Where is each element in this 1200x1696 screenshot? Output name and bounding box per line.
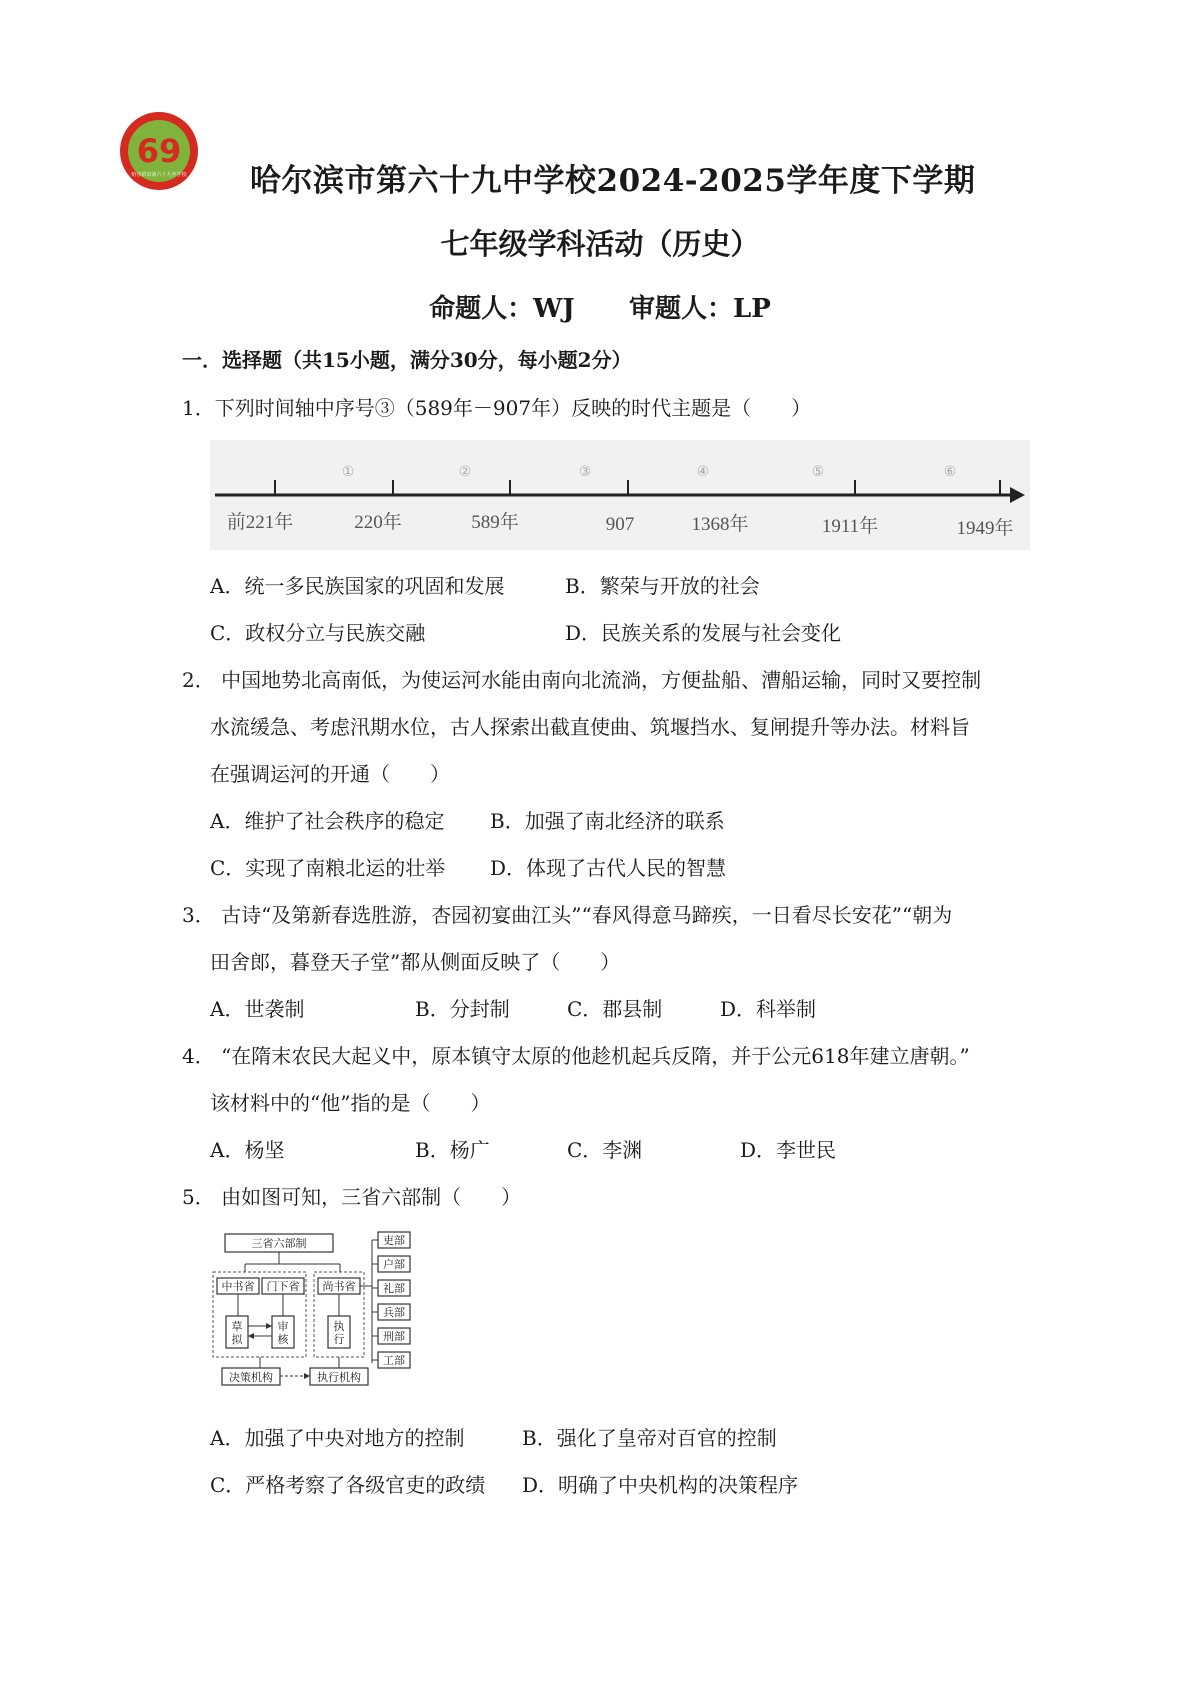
question-5-stem: 5． 由如图可知，三省六部制（ ）	[182, 1185, 522, 1209]
q3-option-a: A．世袭制	[210, 997, 305, 1021]
execute-label: 执行	[333, 1320, 345, 1346]
year-label: 前221年	[226, 512, 294, 533]
executive-label: 执行机构	[317, 1371, 361, 1384]
year-label: 220年	[354, 512, 402, 533]
review-label: 审核	[277, 1320, 289, 1346]
diagram-top-label: 三省六部制	[251, 1237, 307, 1250]
question-2-stem-line1: 2． 中国地势北高南低，为使运河水能由南向北流淌，方便盐船、漕船运输，同时又要控制	[182, 668, 982, 692]
year-label: 1911年	[821, 516, 879, 537]
period-label: ④	[696, 464, 710, 480]
year-label: 589年	[471, 512, 519, 533]
question-2-stem-line3: 在强调运河的开通（ ）	[210, 762, 450, 786]
ministry-label: 工部	[383, 1354, 405, 1367]
period-label: ①	[341, 464, 355, 480]
ministry-label: 户部	[383, 1258, 405, 1271]
question-2-stem-line2: 水流缓急、考虑汛期水位，古人探索出截直使曲、筑堰挡水、复闸提升等办法。材料旨	[210, 715, 970, 739]
q2-option-a: A．维护了社会秩序的稳定	[210, 809, 445, 833]
ministry-label: 吏部	[383, 1234, 405, 1247]
q4-option-d: D．李世民	[740, 1138, 837, 1162]
timeline-figure	[210, 440, 1030, 550]
shangshu-label: 尚书省	[322, 1280, 356, 1293]
reviewer-label: 审题人：LP	[628, 294, 771, 324]
q4-option-b: B．杨广	[415, 1138, 490, 1162]
question-4-stem-line1: 4． “在隋末农民大起义中，原本镇守太原的他趁机起兵反隋，并于公元618年建立唐朝。”	[182, 1044, 970, 1068]
q1-option-b: B．繁荣与开放的社会	[565, 574, 760, 598]
year-label: 1368年	[691, 514, 749, 535]
q5-option-a: A．加强了中央对地方的控制	[210, 1426, 465, 1450]
q5-option-b: B．强化了皇帝对百官的控制	[522, 1426, 777, 1450]
decision-label: 决策机构	[229, 1371, 273, 1384]
subject-title: 七年级学科活动（历史）	[440, 227, 760, 261]
period-label: ⑥	[943, 464, 957, 480]
question-3-stem-line2: 田舍郎，暮登天子堂”都从侧面反映了（ ）	[210, 950, 621, 974]
period-label: ②	[458, 464, 472, 480]
school-title: 哈尔滨市第六十九中学校2024-2025学年度下学期	[250, 163, 976, 199]
logo-caption: 哈尔滨市第六十九中学校	[131, 172, 187, 178]
ministry-label: 礼部	[383, 1282, 405, 1295]
year-label: 1949年	[956, 518, 1014, 539]
q2-option-d: D．体现了古代人民的智慧	[490, 856, 727, 880]
q5-option-c: C．严格考察了各级官吏的政绩	[210, 1473, 486, 1497]
period-label: ⑤	[811, 464, 825, 480]
q3-option-d: D．科举制	[720, 997, 817, 1021]
period-label: ③	[578, 464, 592, 480]
author-line	[0, 288, 1200, 325]
q3-option-b: B．分封制	[415, 997, 510, 1021]
q4-option-a: A．杨坚	[210, 1138, 285, 1162]
zhongshu-label: 中书省	[221, 1280, 255, 1293]
q2-option-c: C．实现了南粮北运的壮举	[210, 856, 446, 880]
menxia-label: 门下省	[266, 1280, 300, 1293]
question-4-stem-line2: 该材料中的“他”指的是（ ）	[210, 1091, 491, 1115]
section-heading: 一．选择题（共15小题，满分30分，每小题2分）	[182, 348, 632, 372]
ministry-label: 兵部	[383, 1306, 405, 1319]
logo-text: 69	[136, 132, 182, 170]
q1-option-c: C．政权分立与民族交融	[210, 621, 426, 645]
q2-option-b: B．加强了南北经济的联系	[490, 809, 725, 833]
q1-option-a: A．统一多民族国家的巩固和发展	[210, 574, 505, 598]
draft-label: 草拟	[231, 1320, 243, 1346]
year-label: 907	[605, 514, 635, 535]
school-logo	[118, 110, 200, 192]
q1-option-d: D．民族关系的发展与社会变化	[565, 621, 842, 645]
author-label: 命题人：WJ	[429, 294, 575, 324]
q3-option-c: C．郡县制	[567, 997, 663, 1021]
question-3-stem-line1: 3． 古诗“及第新春选胜游，杏园初宴曲江头”“春风得意马蹄疾，一日看尽长安花”“朝为	[182, 903, 953, 927]
q4-option-c: C．李渊	[567, 1138, 643, 1162]
three-departments-diagram	[210, 1228, 415, 1395]
ministry-label: 刑部	[383, 1330, 405, 1343]
question-1-stem: 1．下列时间轴中序号③（589年－907年）反映的时代主题是（ ）	[182, 396, 812, 420]
q5-option-d: D．明确了中央机构的决策程序	[522, 1473, 799, 1497]
